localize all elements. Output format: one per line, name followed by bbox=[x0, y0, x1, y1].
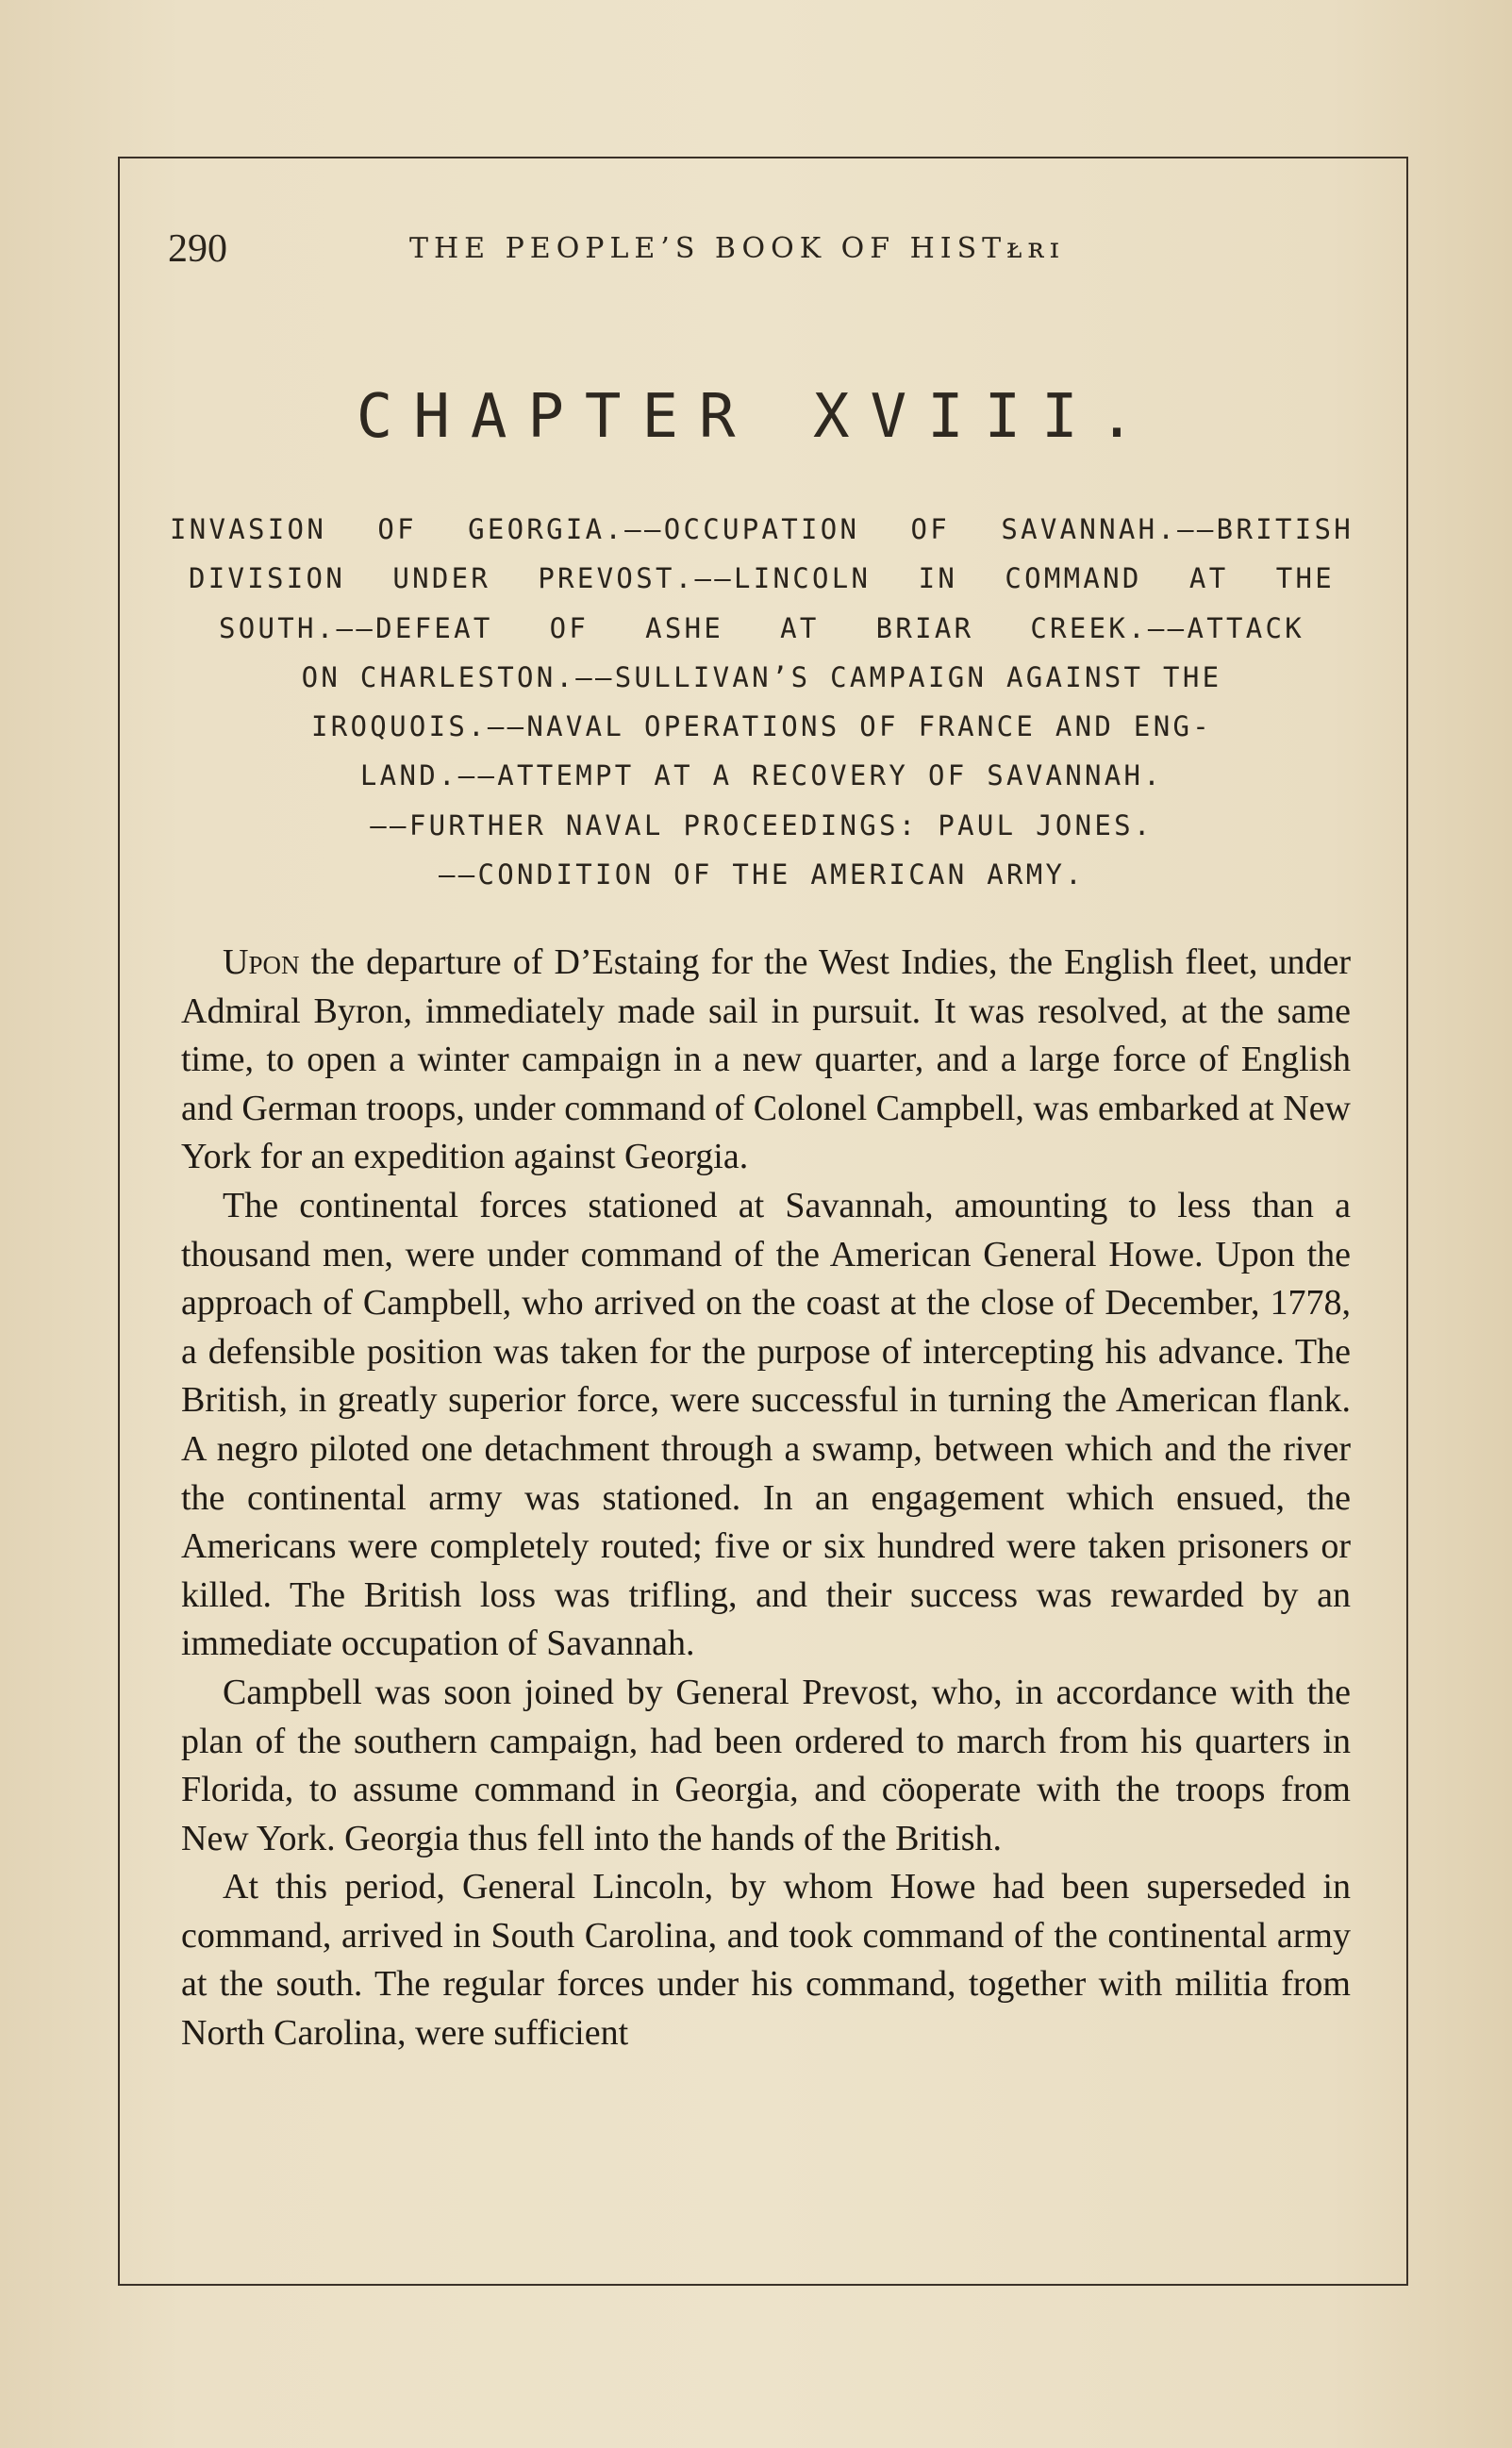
summary-line: SOUTH.——DEFEAT OF ASHE AT BRIAR CREEK.——ATTACK bbox=[219, 611, 1304, 644]
body-text bbox=[181, 939, 1351, 2058]
paragraph-4: At this period, General Lincoln, by whom Howe had been superseded in command, arrived in South Carolina, and took command of the continental army at the south. The regular forces under his command, together with militia from North Carolina, were sufficient bbox=[181, 1867, 1351, 2054]
summary-line: ——FURTHER NAVAL PROCEEDINGS: PAUL JONES. bbox=[370, 808, 1154, 841]
paragraph-1 bbox=[181, 939, 1351, 1182]
summary-line: LAND.——ATTEMPT AT A RECOVERY OF SAVANNAH. bbox=[359, 759, 1164, 792]
summary-line: INVASION OF GEORGIA.——OCCUPATION OF SAVANNAH.——BRITISH bbox=[170, 513, 1354, 545]
page-number: 290 bbox=[168, 227, 227, 271]
paragraph-3: Campbell was soon joined by General Prevost, who, in accordance with the plan of the southern campaign, had been ordered to march from his quarters in Florida, to assume command in Georgia, and cöoperate with the troops from New York. Georgia thus fell into the hands of the British. bbox=[181, 1672, 1351, 1858]
summary-line: DIVISION UNDER PREVOST.——LINCOLN IN COMMAND AT THE bbox=[189, 562, 1335, 595]
lead-word: Upon bbox=[223, 942, 300, 982]
page-header bbox=[168, 219, 1356, 285]
summary-line: IROQUOIS.——NAVAL OPERATIONS OF FRANCE AND ENG- bbox=[311, 710, 1212, 743]
paragraph-1-text: the departure of D’Estaing for the West Indies, the English fleet, under Admiral Byron, immediately made sail in pursuit. It was resolved, at the same time, to open a winter campaign in a new quarter, and a large force of English and German troops, under command of Colonel Campbell, was embarked at New York for an expedition against Georgia. bbox=[181, 942, 1351, 1177]
paragraph-2: The continental forces stationed at Savannah, amounting to less than a thousand men, were under command of the American General Howe. Upon the approach of Campbell, who arrived on the coast at the close of December, 1778, a defensible position was taken for the purpose of intercepting his advance. The British, in greatly superior force, were successful in turning the American flank. A negro piloted one detachment through a swamp, between which and the river the continental army was stationed. In an engagement which ensued, the Americans were completely routed; five or six hundred were taken prisoners or killed. The British loss was trifling, and their success was rewarded by an immediate occupation of Savannah. bbox=[181, 1185, 1351, 1664]
summary-line: ——CONDITION OF THE AMERICAN ARMY. bbox=[438, 858, 1086, 891]
running-title: THE PEOPLE’S BOOK OF HISTᴌʀɪ bbox=[409, 232, 1065, 265]
chapter-summary bbox=[170, 505, 1354, 899]
summary-line: ON CHARLESTON.——SULLIVAN’S CAMPAIGN AGAINST THE bbox=[301, 660, 1222, 693]
chapter-title: CHAPTER XVIII. bbox=[356, 382, 1156, 452]
